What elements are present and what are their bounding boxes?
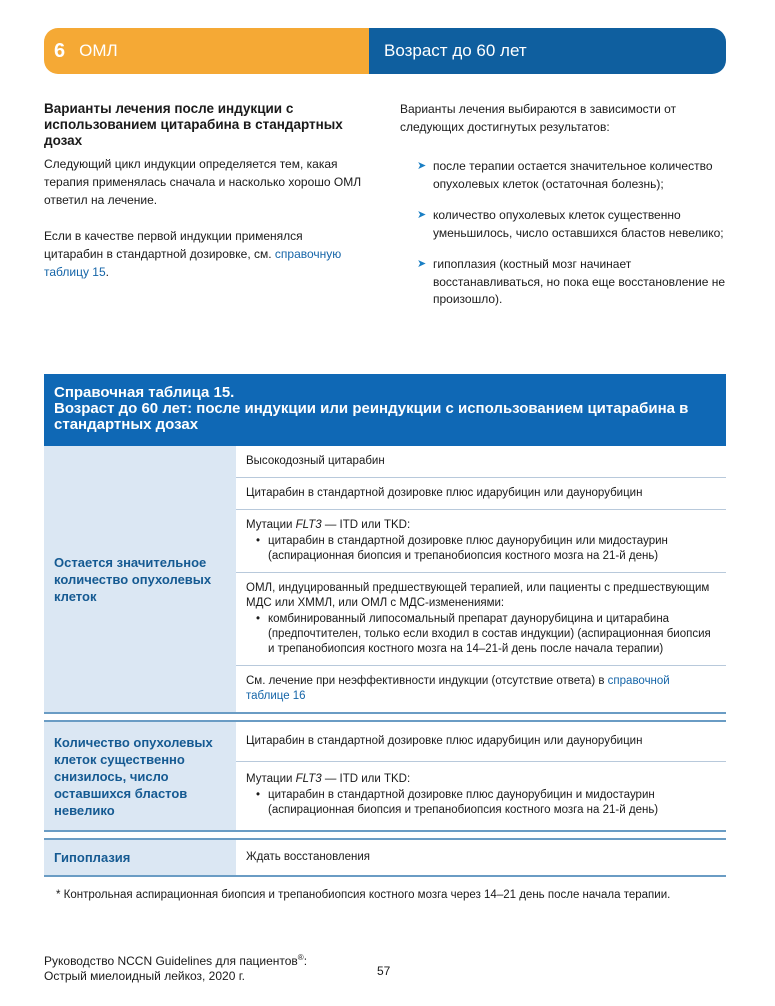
gene-name: FLT3 xyxy=(295,519,322,531)
table-cell: Цитарабин в стандартной дозировке плюс идарубицин или даунорубицин xyxy=(246,735,643,747)
cell-bullets xyxy=(246,534,716,564)
group-label: Количество опухолевых клеток существенно снизилось, число оставшихся бластов невелико xyxy=(44,722,236,830)
intro-paragraph-2-text: Если в качестве первой индукции применялся цитарабин в стандартной дозировке, см. xyxy=(44,229,303,261)
cell-text: Мутации xyxy=(246,773,296,785)
group-cells xyxy=(236,446,726,712)
page-number: 57 xyxy=(377,964,391,978)
arrow-right-icon: ➤ xyxy=(417,160,427,172)
group-cells xyxy=(236,722,726,830)
reference-table-15-link[interactable]: справочную таблицу 15 xyxy=(44,247,342,279)
table-cell: Высокодозный цитарабин xyxy=(246,455,385,467)
chapter-number: 6 xyxy=(54,39,66,62)
table-cell: Ждать восстановления xyxy=(246,851,371,863)
table-footnote: * Контрольная аспирационная биопсия и трепанобиопсия костного мозга через 14–21 день после начала терапии. xyxy=(56,889,671,901)
cell-bullets xyxy=(246,612,716,657)
bullet-text: гипоплазия (костный мозг начинает восстанавливаться, но пока еще восстановление не произошло). xyxy=(433,257,726,306)
table-gap xyxy=(44,714,726,722)
list-item: • цитарабин в стандартной дозировке плюс даунорубицин и мидостаурин (аспирационная биопсия и трепанобиопсия костного мозга на 21-й день) xyxy=(246,788,716,818)
cell-text: — ITD или TKD: xyxy=(321,519,411,531)
cell-text: См. лечение при неэффективности индукции (отсутствие ответа) в xyxy=(246,675,605,687)
chapter-title: ОМЛ xyxy=(79,41,118,60)
arrow-right-icon: ➤ xyxy=(417,209,427,221)
chapter-banner xyxy=(44,28,726,74)
cell-bullets xyxy=(246,788,716,818)
table-gap xyxy=(44,832,726,840)
footer-text: : xyxy=(303,954,308,968)
page-footer xyxy=(44,950,307,984)
table-cell: Цитарабин в стандартной дозировке плюс идарубицин или даунорубицин xyxy=(236,477,726,509)
cell-text: Мутации xyxy=(246,519,296,531)
table-subtitle: Возраст до 60 лет: после индукции или реиндукции с использованием цитарабина в стандартных дозах xyxy=(54,400,689,433)
mutation-line xyxy=(246,518,716,533)
cell-lead: ОМЛ, индуцированный предшествующей терапией, или пациенты с предшествующим МДС или ХММЛ, или ОМЛ с МДС-изменениями: xyxy=(246,582,710,609)
intro-left-column xyxy=(44,101,364,281)
intro-right-lead: Варианты лечения выбираются в зависимости от следующих достигнутых результатов: xyxy=(400,102,677,134)
mutation-line xyxy=(246,772,716,787)
table-cell xyxy=(236,572,726,665)
reference-table-header xyxy=(44,374,726,446)
bullet-text: после терапии остается значительное количество опухолевых клеток (остаточная болезнь); xyxy=(433,159,713,191)
table-group-hypoplasia xyxy=(44,840,726,877)
reference-table-body xyxy=(44,446,726,877)
list-item xyxy=(400,256,730,309)
table-cell xyxy=(236,761,726,830)
intro-paragraph-2-end: . xyxy=(105,265,109,279)
intro-heading: Варианты лечения после индукции с использованием цитарабина в стандартных дозах xyxy=(44,101,343,148)
list-item xyxy=(400,207,730,242)
table-group-reduced-blasts xyxy=(44,722,726,832)
list-item xyxy=(400,158,730,193)
banner-topic: Возраст до 60 лет xyxy=(369,28,726,74)
cell-text: — ITD или TKD: xyxy=(321,773,411,785)
table-cell xyxy=(236,509,726,572)
result-bullet-list xyxy=(400,158,730,309)
group-label: Остается значительное количество опухолевых клеток xyxy=(44,446,236,712)
gene-name: FLT3 xyxy=(295,773,322,785)
intro-paragraph-2 xyxy=(44,227,364,281)
arrow-right-icon: ➤ xyxy=(417,258,427,270)
footer-line-1 xyxy=(44,950,307,969)
reference-table-16-link[interactable]: справочной таблице 16 xyxy=(246,675,670,702)
group-label: Гипоплазия xyxy=(44,840,236,875)
footer-line-2: Острый миелоидный лейкоз, 2020 г. xyxy=(44,969,245,983)
list-item: • цитарабин в стандартной дозировке плюс даунорубицин или мидостаурин (аспирационная биопсия и трепанобиопсия костного мозга на 21-й день) xyxy=(246,534,716,564)
table-title: Справочная таблица 15. xyxy=(54,384,235,401)
list-item: • комбинированный липосомальный препарат даунорубицина и цитарабина (предпочтителен, только если входил в состав индукции) (аспирационная биопсия и трепанобиопсия костного мозга на 14–21-й день после начала терапии) xyxy=(246,612,716,657)
footer-text: Руководство NCCN Guidelines для пациентов xyxy=(44,954,298,968)
banner-section xyxy=(44,28,369,74)
group-cells xyxy=(236,840,726,875)
intro-paragraph-1: Следующий цикл индукции определяется тем, какая терапия применялась сначала и насколько хорошо ОМЛ ответил на лечение. xyxy=(44,157,362,207)
intro-right-column xyxy=(400,100,730,323)
bullet-text: количество опухолевых клеток существенно уменьшилось, число оставшихся бластов невелико; xyxy=(433,208,724,240)
registered-mark: ® xyxy=(297,953,304,962)
table-group-residual-disease xyxy=(44,446,726,714)
table-cell xyxy=(236,665,726,712)
